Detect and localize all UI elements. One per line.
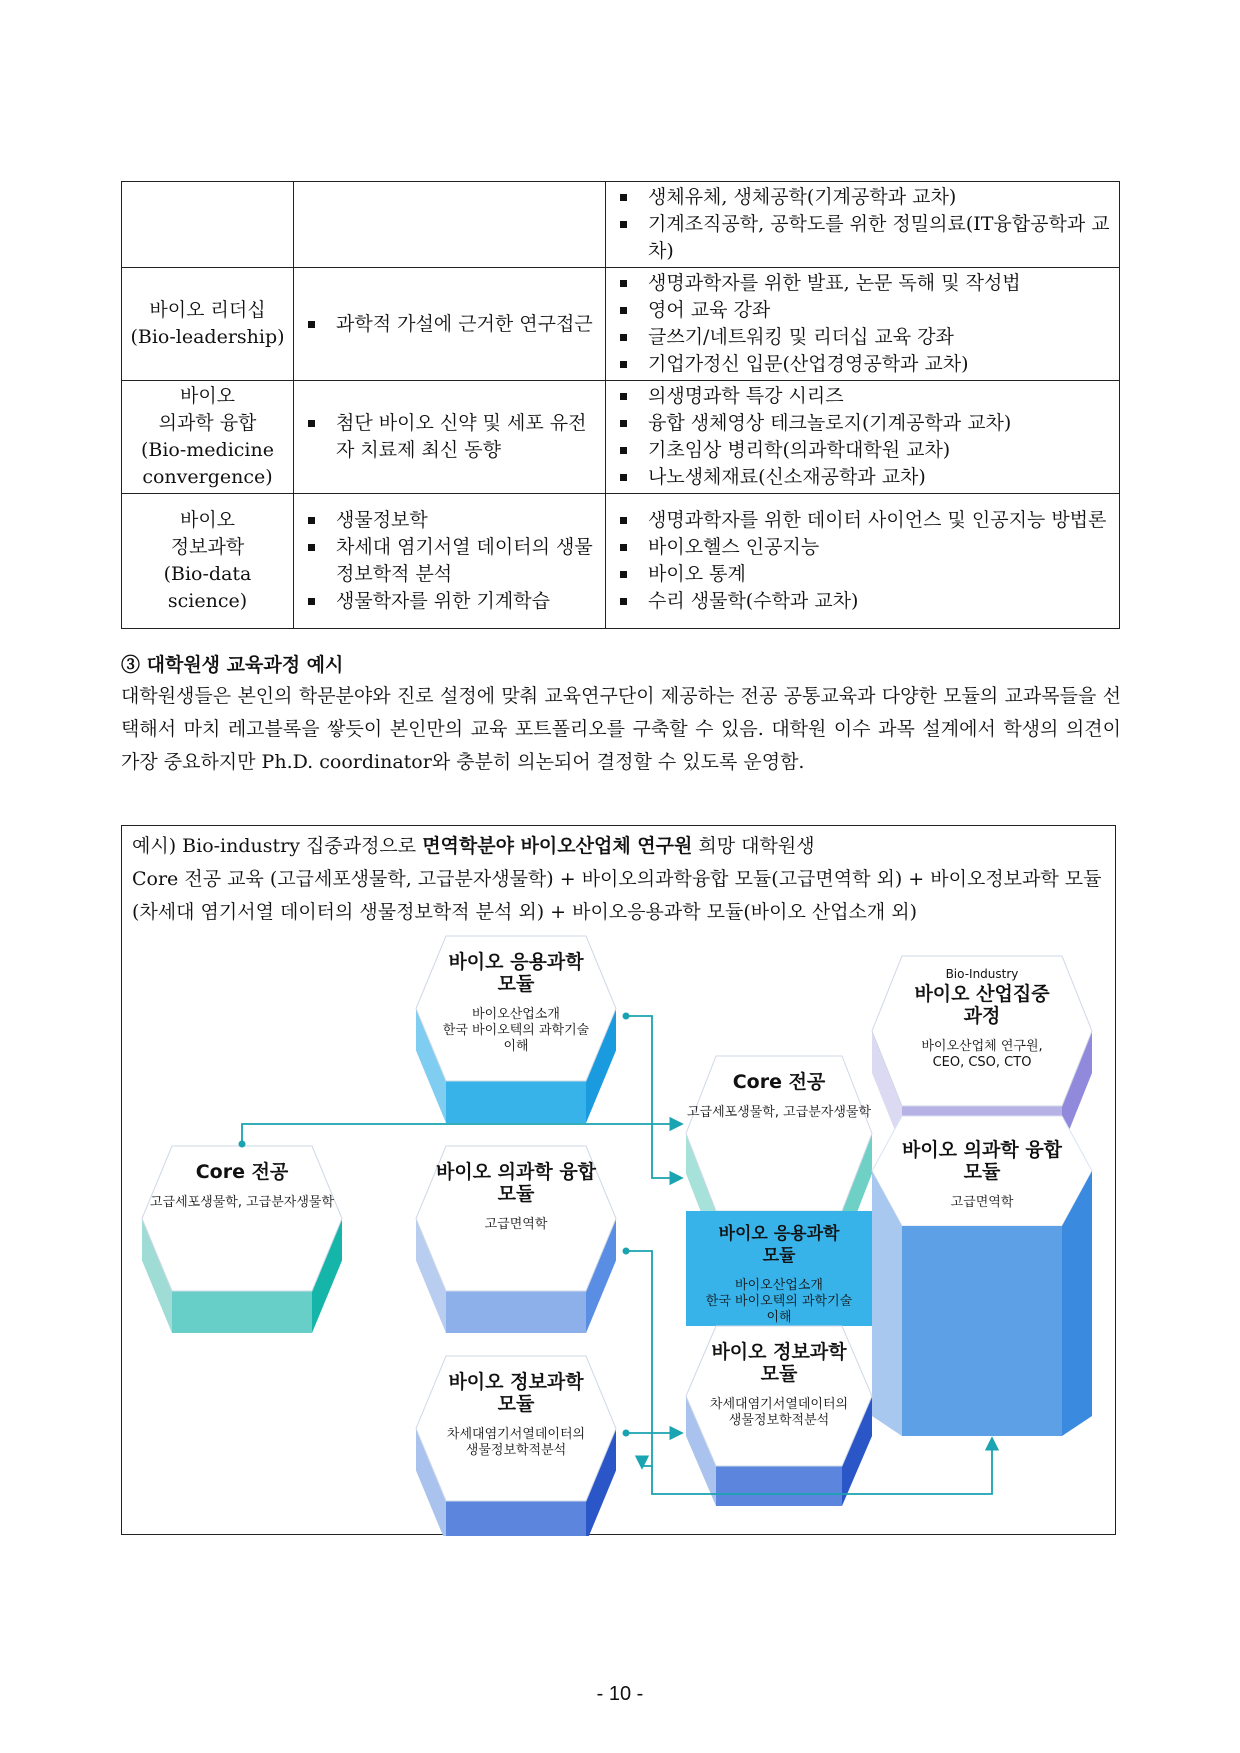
goal-cell xyxy=(294,268,606,381)
module-description: 고급세포생물학, 고급분자생물학 xyxy=(686,1105,872,1120)
hex-medical-stack xyxy=(872,1116,1092,1436)
module-front xyxy=(172,1291,312,1333)
area-line: 정보과학 xyxy=(170,536,245,558)
list-item: 차세대 염기서열 데이터의 생물 정보학적 분석 xyxy=(300,534,599,588)
example-suffix: 희망 대학원생 xyxy=(692,835,815,857)
module-title: 바이오 의과학 융합 xyxy=(901,1139,1063,1161)
goal-list xyxy=(300,410,599,464)
module-title: 모듈 xyxy=(963,1161,1001,1183)
list-item: 융합 생체영상 테크놀로지(기계공학과 교차) xyxy=(612,410,1113,437)
module-title: 바이오 응용과학 xyxy=(718,1224,840,1244)
list-item: 기초임상 병리학(의과학대학원 교차) xyxy=(612,437,1113,464)
module-title: 모듈 xyxy=(497,973,535,995)
list-item: 생물학자를 위한 기계학습 xyxy=(300,588,599,615)
list-item: 기계조직공학, 공학도를 위한 정밀의료(IT융합공학과 교차) xyxy=(612,211,1113,265)
module-front xyxy=(446,1081,586,1123)
module-description: 차세대염기서열데이터의 xyxy=(446,1427,586,1442)
list-item: 생체유체, 생체공학(기계공학과 교차) xyxy=(612,184,1113,211)
area-line: 바이오 xyxy=(179,385,236,407)
list-item: 나노생체재료(신소재공학과 교차) xyxy=(612,464,1113,491)
area-line: (Bio-leadership) xyxy=(130,326,285,348)
connector-core xyxy=(242,1124,682,1144)
courses-cell xyxy=(606,381,1120,494)
table-row xyxy=(122,494,1120,629)
table-row xyxy=(122,268,1120,381)
hex-info-stack xyxy=(686,1326,872,1506)
courses-list xyxy=(612,270,1113,378)
module-front xyxy=(716,1466,842,1506)
area-cell xyxy=(122,494,294,629)
module-title: 바이오 정보과학 xyxy=(448,1371,584,1393)
section-title: ③ 대학원생 교육과정 예시 xyxy=(121,654,344,676)
connector-dot xyxy=(623,1248,630,1255)
module-description: 생물정보학적분석 xyxy=(728,1413,830,1428)
goal-list xyxy=(300,311,599,338)
module-supertitle: Bio-Industry xyxy=(945,967,1019,981)
module-title: 모듈 xyxy=(497,1183,535,1205)
module-description: 바이오산업체 연구원, xyxy=(921,1039,1043,1054)
module-front xyxy=(902,1226,1062,1436)
list-item: 첨단 바이오 신약 및 세포 유전자 치료제 최신 동향 xyxy=(300,410,599,464)
hex-info-left xyxy=(416,1356,616,1536)
module-diagram xyxy=(122,826,1117,1536)
courses-cell xyxy=(606,494,1120,629)
module-description: 고급면역학 xyxy=(484,1217,548,1232)
courses-list xyxy=(612,184,1113,265)
module-description: 고급면역학 xyxy=(950,1195,1014,1210)
module-title: 바이오 산업집중 xyxy=(914,983,1050,1005)
module-front xyxy=(446,1501,586,1536)
module-description: 한국 바이오텍의 과학기술 xyxy=(705,1294,853,1309)
area-cell xyxy=(122,182,294,268)
list-item: 영어 교육 강좌 xyxy=(612,297,1113,324)
example-highlight: 면역학분야 바이오산업체 연구원 xyxy=(422,835,693,857)
courses-list xyxy=(612,507,1113,615)
list-item: 기업가정신 입문(산업경영공학과 교차) xyxy=(612,351,1113,378)
table-row xyxy=(122,381,1120,494)
list-item: 생물정보학 xyxy=(300,507,599,534)
courses-cell xyxy=(606,268,1120,381)
module-title: Core 전공 xyxy=(732,1071,826,1093)
connector-dot xyxy=(623,1013,630,1020)
example-box xyxy=(121,825,1116,1535)
module-title: 바이오 정보과학 xyxy=(711,1341,847,1363)
module-description: 바이오산업소개 xyxy=(735,1278,823,1293)
area-line: 바이오 xyxy=(179,509,236,531)
list-item: 글쓰기/네트워킹 및 리더십 교육 강좌 xyxy=(612,324,1113,351)
example-line-2: Core 전공 교육 (고급세포생물학, 고급분자생물학) + 바이오의과학융합 모듈(고급면역학 외) + 바이오정보과학 모듈(차세대 염기서열 데이터의 생물정보학적 분석 외) + 바이오응용과학 모듈(바이오 산업소개 외) xyxy=(132,868,1102,923)
module-title: 모듈 xyxy=(497,1393,535,1415)
area-line: 바이오 리더십 xyxy=(149,299,266,321)
list-item: 과학적 가설에 근거한 연구접근 xyxy=(300,311,599,338)
module-front xyxy=(446,1291,586,1333)
curriculum-table xyxy=(121,181,1120,629)
connector-dot xyxy=(239,1141,246,1148)
module-description: 생물정보학적분석 xyxy=(465,1443,567,1458)
goal-list xyxy=(300,507,599,615)
goal-cell xyxy=(294,494,606,629)
hex-applied-stack xyxy=(686,1211,872,1326)
section-paragraph: 대학원생들은 본인의 학문분야와 진로 설정에 맞춰 교육연구단이 제공하는 전공 공통교육과 다양한 모듈의 교과목들을 선택해서 마치 레고블록을 쌓듯이 본인만의 교육 포트폴리오를 구축할 수 있음. 대학원 이수 과목 설계에서 학생의 의견이 가장 중요하지만 Ph.D. coordinator와 충분히 의논되어 결정할 수 있도록 운영함. xyxy=(121,685,1121,773)
table-row xyxy=(122,182,1120,268)
hex-core-left xyxy=(142,1146,342,1333)
list-item: 바이오헬스 인공지능 xyxy=(612,534,1113,561)
area-line: (Bio-data xyxy=(163,563,252,585)
module-description: 한국 바이오텍의 과학기술 xyxy=(442,1023,590,1038)
courses-cell xyxy=(606,182,1120,268)
area-line: science) xyxy=(167,590,248,612)
module-title: Core 전공 xyxy=(195,1161,289,1183)
module-description: 바이오산업소개 xyxy=(472,1007,560,1022)
hex-medical-left xyxy=(416,1146,616,1333)
goal-cell xyxy=(294,182,606,268)
area-line: 의과학 융합 xyxy=(158,412,257,434)
list-item: 수리 생물학(수학과 교차) xyxy=(612,588,1113,615)
list-item: 생명과학자를 위한 발표, 논문 독해 및 작성법 xyxy=(612,270,1113,297)
goal-cell xyxy=(294,381,606,494)
area-line: (Bio-medicine xyxy=(140,439,274,461)
module-description: CEO, CSO, CTO xyxy=(932,1055,1032,1070)
list-item: 의생명과학 특강 시리즈 xyxy=(612,383,1113,410)
list-item: 바이오 통계 xyxy=(612,561,1113,588)
connector-applied xyxy=(626,1016,682,1178)
example-prefix: 예시) Bio-industry 집중과정으로 xyxy=(132,835,423,857)
list-item: 생명과학자를 위한 데이터 사이언스 및 인공지능 방법론 xyxy=(612,507,1113,534)
area-line: convergence) xyxy=(142,466,273,488)
module-description: 이해 xyxy=(766,1310,792,1325)
module-description: 이해 xyxy=(503,1039,529,1054)
courses-list xyxy=(612,383,1113,491)
module-title: 바이오 응용과학 xyxy=(448,951,584,973)
module-title: 모듈 xyxy=(760,1363,798,1385)
hex-applied-left xyxy=(416,936,616,1123)
page-number: - 10 - xyxy=(596,1683,644,1705)
module-title: 모듈 xyxy=(762,1246,796,1266)
area-cell xyxy=(122,268,294,381)
module-description: 차세대염기서열데이터의 xyxy=(709,1397,849,1412)
area-cell xyxy=(122,381,294,494)
connector-dot xyxy=(623,1430,630,1437)
module-description: 고급세포생물학, 고급분자생물학 xyxy=(149,1195,335,1210)
module-title: 과정 xyxy=(963,1005,1001,1027)
module-title: 바이오 의과학 융합 xyxy=(435,1161,597,1183)
connector-medical-down xyxy=(626,1251,652,1468)
